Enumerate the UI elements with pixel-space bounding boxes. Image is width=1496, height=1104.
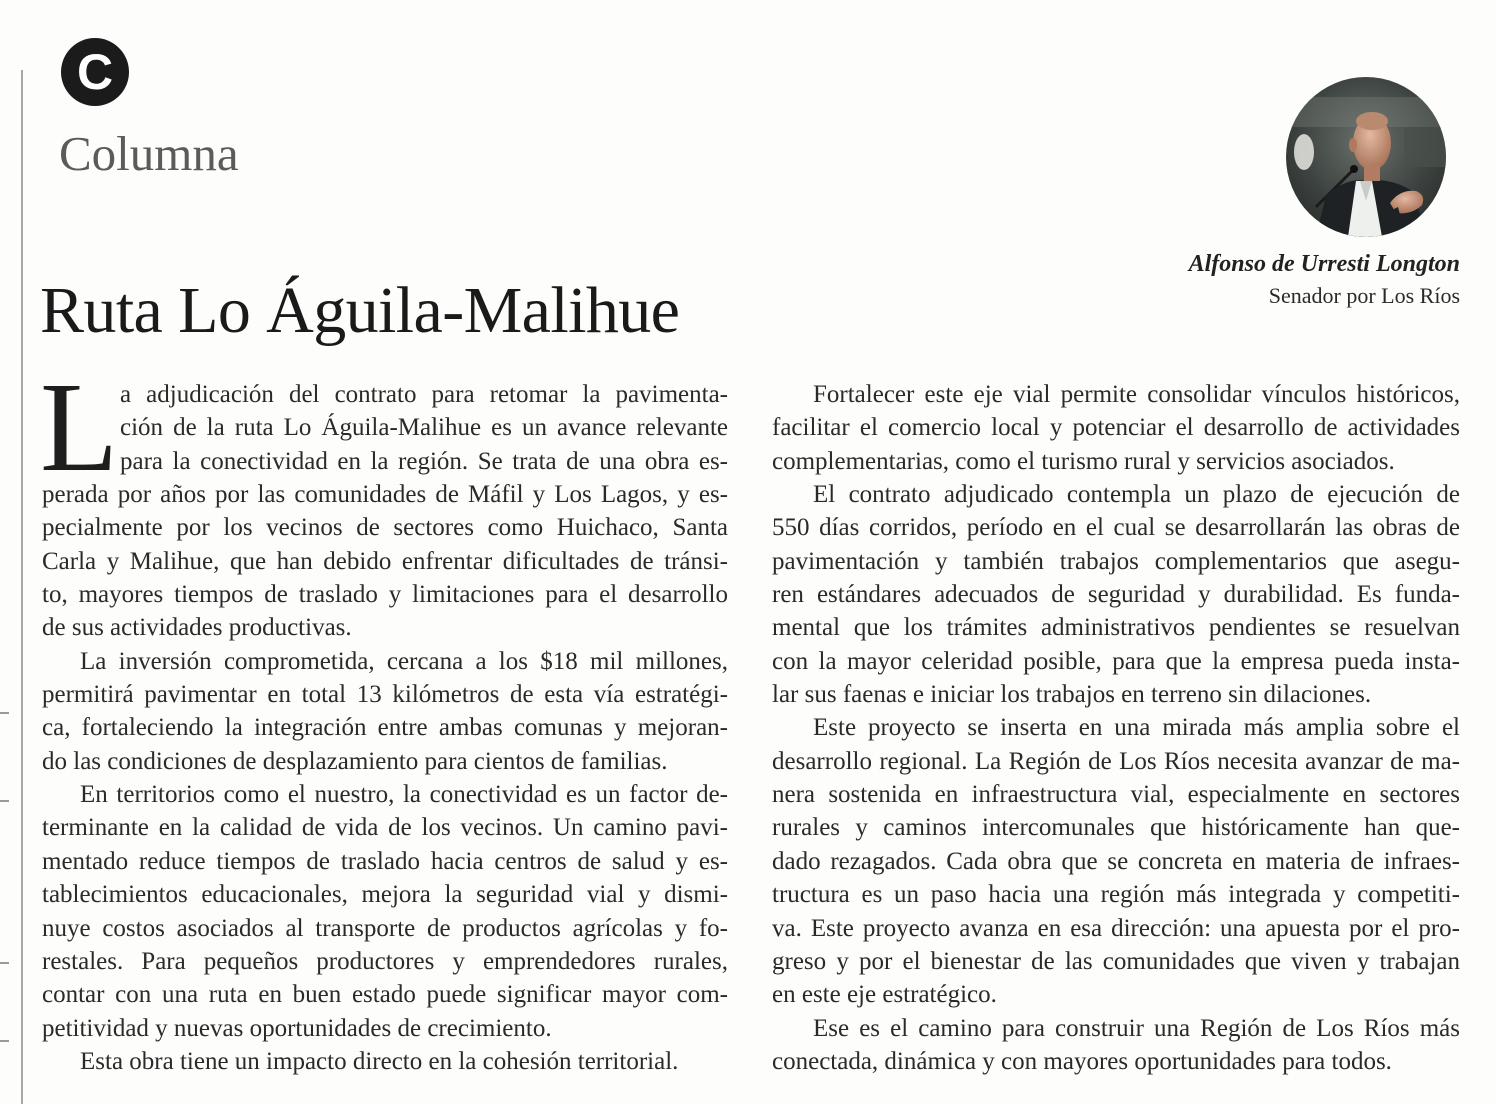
text-line: Esta obra tiene un impacto directo en la cohesión territorial.	[80, 1047, 679, 1075]
text-line: nera sostenida en infraestructura vial, especialmente en sectores	[772, 781, 1460, 809]
text-line: pavimentación y también trabajos complementarios que asegu-	[772, 547, 1460, 575]
text-line: nuye costos asociados al transporte de productos agrícolas y fo-	[42, 914, 728, 942]
text-line: mentado reduce tiempos de traslado hacia centros de salud y es-	[42, 847, 728, 875]
text-line: a adjudicación del contrato para retomar la pavimenta-	[120, 381, 728, 408]
text-line: de sus actividades productivas.	[42, 614, 352, 642]
author-title: Senador por Los Ríos	[1268, 283, 1460, 308]
text-line: conectada, dinámica y con mayores oportunidades para todos.	[772, 1047, 1392, 1075]
paragraph	[772, 1012, 1460, 1079]
text-line: mental que los trámites administrativos pendientes se resuelvan	[772, 614, 1460, 642]
text-line: ca, fortaleciendo la integración entre ambas comunas y mejoran-	[42, 714, 728, 742]
paragraph	[42, 1045, 728, 1078]
text-line: desarrollo regional. La Región de Los Ríos necesita avanzar de ma-	[772, 747, 1460, 775]
text-line: va. Este proyecto avanza en esa dirección: una apuesta por el pro-	[772, 914, 1460, 942]
section-label: Columna	[59, 126, 239, 181]
margin-tick	[0, 1040, 9, 1042]
paragraph	[772, 378, 1460, 478]
text-line: 550 días corridos, período en el cual se desarrollarán las obras de	[772, 514, 1460, 542]
text-line: En territorios como el nuestro, la conectividad es un factor de-	[80, 781, 728, 809]
column-logo-icon	[61, 38, 129, 106]
text-line: tablecimientos educacionales, mejora la seguridad vial y dismi-	[42, 881, 728, 909]
text-line: contar con una ruta en buen estado puede significar mayor com-	[42, 981, 728, 1009]
paragraph	[42, 645, 728, 778]
text-line: dado rezagados. Cada obra que se concreta en materia de infraes-	[772, 847, 1460, 875]
text-line: con la mayor celeridad posible, para que la empresa pueda insta-	[772, 647, 1460, 675]
margin-rule	[21, 70, 23, 1104]
text-line: rurales y caminos intercomunales que históricamente han que-	[772, 814, 1460, 842]
text-line: greso y por el bienestar de las comunidades que viven y trabajan	[772, 947, 1460, 975]
text-line: ción de la ruta Lo Águila-Malihue es un avance relevante	[120, 414, 728, 442]
logo-letter: C	[76, 44, 114, 100]
margin-tick	[0, 800, 9, 802]
paragraph	[772, 711, 1460, 1011]
text-line: tructura es un paso hacia una región más integrada y competiti-	[772, 881, 1460, 909]
text-line: pecialmente por los vecinos de sectores como Huichaco, Santa	[42, 514, 728, 542]
drop-cap: L	[40, 356, 119, 498]
author-photo	[1286, 77, 1446, 237]
paragraph	[42, 778, 728, 1045]
headline: Ruta Lo Águila-Malihue	[40, 274, 680, 347]
text-line: terminante en la calidad de vida de los vecinos. Un camino pavi-	[42, 814, 728, 842]
text-line: complementarias, como el turismo rural y servicios asociados.	[772, 447, 1395, 475]
paragraph	[772, 478, 1460, 711]
text-line: Este proyecto se inserta en una mirada más amplia sobre el	[813, 714, 1460, 742]
text-line: permitirá pavimentar en total 13 kilómetros de esta vía estratégi-	[42, 681, 728, 709]
text-line: petitividad y nuevas oportunidades de crecimiento.	[42, 1014, 552, 1042]
text-line: to, mayores tiempos de traslado y limitaciones para el desarrollo	[42, 581, 728, 609]
author-portrait-icon	[1286, 77, 1446, 237]
right-column	[772, 378, 1460, 1078]
text-line: do las condiciones de desplazamiento para cientos de familias.	[42, 747, 668, 775]
text-line: La inversión comprometida, cercana a los $18 mil millones,	[80, 647, 728, 675]
text-line: facilitar el comercio local y potenciar el desarrollo de actividades	[772, 414, 1460, 442]
text-line: en este eje estratégico.	[772, 981, 997, 1009]
text-line: Fortalecer este eje vial permite consolidar vínculos históricos,	[813, 381, 1460, 408]
author-name: Alfonso de Urresti Longton	[1188, 251, 1460, 277]
text-line: ren estándares adecuados de seguridad y durabilidad. Es funda-	[772, 581, 1460, 609]
text-line: para la conectividad en la región. Se trata de una obra es-	[120, 447, 728, 475]
text-line: Carla y Malihue, que han debido enfrentar dificultades de tránsi-	[42, 547, 728, 575]
margin-tick	[0, 712, 9, 714]
margin-tick	[0, 962, 9, 964]
text-line: El contrato adjudicado contempla un plazo de ejecución de	[813, 481, 1460, 509]
text-line: Ese es el camino para construir una Región de Los Ríos más	[813, 1014, 1460, 1042]
paragraph	[42, 378, 728, 645]
text-line: perada por años por las comunidades de Máfil y Los Lagos, y es-	[42, 481, 728, 509]
left-column	[42, 378, 728, 1078]
text-line: lar sus faenas e iniciar los trabajos en terreno sin dilaciones.	[772, 681, 1372, 709]
text-line: restales. Para pequeños productores y emprendedores rurales,	[42, 947, 728, 975]
